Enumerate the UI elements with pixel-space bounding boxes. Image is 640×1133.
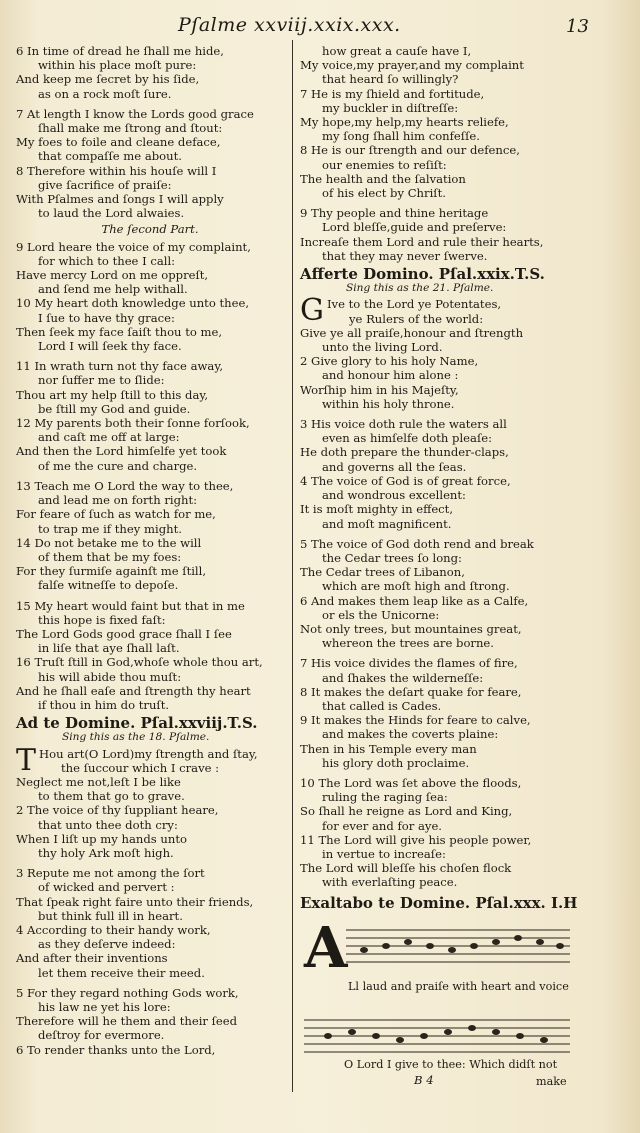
verse-line: I ſue to have thy grace: <box>38 310 175 325</box>
verse-line: And after their inventions <box>16 951 168 966</box>
verse-line: which are moſt high and ſtrong. <box>322 579 510 594</box>
verse-line: that unto thee doth cry: <box>38 817 178 832</box>
verse-line: and ſend me help withall. <box>38 282 188 297</box>
verse-line: For feare of ſuch as watch for me, <box>16 507 216 522</box>
verse-line: Have mercy Lord on me oppreſt, <box>16 268 209 283</box>
verse-line: with everlaſting peace. <box>322 875 458 890</box>
verse-line: of wicked and pervert : <box>38 880 175 895</box>
verse-line: and wondrous excellent: <box>322 488 466 503</box>
verse-line: 5 The voice of God doth rend and break <box>300 536 534 551</box>
verse-line: 8 It makes the deſart quake for feare, <box>300 684 522 699</box>
verse-line: unto the living Lord. <box>322 340 443 355</box>
verse-line: and moſt magnificent. <box>322 516 452 531</box>
verse-line: 15 My heart would faint but that in me <box>16 598 245 613</box>
verse-line: 5 For they regard nothing Gods work, <box>16 985 239 1000</box>
verse-line: within his place moſt pure: <box>38 58 197 73</box>
verse-line: the Cedar trees ſo long: <box>322 550 462 565</box>
verse-line: 3 Repute me not among the ſort <box>16 866 205 881</box>
verse-line: 9 Lord heare the voice of my complaint, <box>16 239 251 254</box>
verse-line: Then in his Temple every man <box>300 741 477 756</box>
verse-line: but think full ill in heart. <box>38 908 183 923</box>
verse-line: that called is Cades. <box>322 698 442 713</box>
verse-line: Neglect me not,leſt I be like <box>16 774 181 789</box>
verse-line: ſhall make me ſtrong and ſtout: <box>38 121 223 136</box>
verse-line: 11 The Lord will give his people power, <box>300 832 532 847</box>
verse-line: 14 Do not betake me to the will <box>16 535 202 550</box>
verse-line: Ive to the Lord ye Potentates, <box>326 297 502 312</box>
verse-line: that they may never ſwerve. <box>322 248 488 263</box>
verse-line: 3 His voice doth rule the waters all <box>300 417 507 432</box>
verse-line: 7 At length I know the Lords good grace <box>16 106 254 121</box>
verse-line: My hope,my help,my hearts reliefe, <box>300 115 509 130</box>
verse-line: to trap me if they might. <box>38 521 182 536</box>
right-column <box>300 44 578 912</box>
verse-line: The Cedar trees of Libanon, <box>300 565 465 580</box>
verse-line: for ever and for aye. <box>322 818 442 833</box>
verse-line: ye Rulers of the world: <box>348 311 484 326</box>
verse-line: within his holy throne. <box>322 396 455 411</box>
verse-line: thy holy Ark moſt high. <box>38 845 174 860</box>
verse-line: of me the cure and charge. <box>38 458 198 473</box>
verse-line: That ſpeak right faire unto their friends, <box>16 894 254 909</box>
verse-line: Lord bleſſe,guide and preſerve: <box>322 220 507 235</box>
verse-line: and makes the coverts plaine: <box>322 727 499 742</box>
tune-direction: Sing this as the 18. Pſalme. <box>62 731 210 744</box>
verse-line: and governs all the ſeas. <box>322 459 467 474</box>
verse-line: 10 My heart doth knowledge unto thee, <box>16 296 250 311</box>
verse-line: He doth prepare the thunder-claps, <box>300 445 509 460</box>
verse-line: of his elect by Chriſt. <box>322 186 446 201</box>
verse-line: 7 His voice divides the flames of fire, <box>300 656 518 671</box>
verse-line: Not only trees, but mountaines great, <box>300 621 522 636</box>
verse-line: With Pſalmes and ſongs I will apply <box>16 192 224 207</box>
psalm-heading: Ad te Domine. Pſal.xxviij.T.S. <box>16 714 258 733</box>
verse-line: give ſacrifice of praiſe: <box>38 177 172 192</box>
verse-line: in vertue to increaſe: <box>322 846 446 861</box>
verse-line: Therefore will he them and their ſeed <box>16 1014 238 1029</box>
verse-line: 12 My parents both their ſonne forſook, <box>16 416 250 431</box>
verse-line: in liſe that aye ſhall laſt. <box>38 641 180 656</box>
page-number: 13 <box>566 16 589 37</box>
verse-line: Lord I will ſeek thy face. <box>38 339 182 354</box>
verse-line: The Lord will bleſſe his choſen flock <box>300 861 512 876</box>
psalm-28-verses-6-8 <box>16 44 284 220</box>
verse-line: 6 And makes them leap like as a Calfe, <box>300 593 529 608</box>
drop-capital: G <box>300 293 324 329</box>
verse-line: 4 The voice of God is of great force, <box>300 473 511 488</box>
verse-line: his law ne yet his lore: <box>38 1000 171 1014</box>
verse-line: Then ſeek my face ſaiſt thou to me, <box>16 324 223 339</box>
verse-line: if thou in him do truſt. <box>38 697 170 712</box>
verse-line: The Lord Gods good grace ſhall I ſee <box>16 626 232 641</box>
verse-line: and ſhakes the wilderneſſe: <box>322 670 484 685</box>
verse-line: When I liſt up my hands unto <box>16 831 187 846</box>
verse-line: 6 In time of dread he ſhall me hide, <box>16 44 224 58</box>
running-head: Pſalme xxviij.xxix.xxx. <box>178 14 401 36</box>
verse-line: the ſuccour which I crave : <box>61 760 220 775</box>
verse-line: For they ſurmiſe againſt me ſtill, <box>16 564 207 579</box>
music-lyric-line: O Lord I give to thee: Which didſt not <box>344 1058 558 1071</box>
verse-line: Give ye all praiſe,honour and ſtrength <box>300 325 524 340</box>
verse-line: 4 According to their handy work, <box>16 922 211 937</box>
verse-line: that heard ſo willingly? <box>322 72 459 87</box>
verse-line: be ſtill my God and guide. <box>38 401 191 416</box>
verse-line: My voice,my prayer,and my complaint <box>300 58 524 73</box>
verse-line: And he ſhall eaſe and ſtrength thy heart <box>16 683 251 698</box>
verse-line: for which to thee I call: <box>38 253 176 268</box>
verse-line: 11 In wrath turn not thy face away, <box>16 359 224 374</box>
verse-line: 6 To render thanks unto the Lord, <box>16 1042 216 1057</box>
verse-line: this hope is fixed faſt: <box>38 612 166 627</box>
verse-line: My foes to foile and cleane deface, <box>16 135 221 150</box>
verse-line: 16 Truſt ſtill in God,whoſe whole thou art, <box>16 655 263 670</box>
verse-line: Thou art my help ſtill to this day, <box>16 387 209 402</box>
signature-mark: B 4 <box>414 1073 434 1087</box>
section-title-second-part: The ſecond Part. <box>101 222 199 237</box>
verse-line: 8 Therefore within his houſe will I <box>16 163 217 178</box>
verse-line: So ſhall he reigne as Lord and King, <box>300 804 513 819</box>
verse-line: his will abide thou muſt: <box>38 669 182 684</box>
verse-line: and lead me on forth right: <box>38 493 198 508</box>
catchword: make <box>536 1075 567 1088</box>
psalm-heading: Afferte Domino. Pſal.xxix.T.S. <box>300 265 545 284</box>
verse-line: and caſt me off at large: <box>38 430 180 445</box>
music-capital: A <box>304 915 348 981</box>
verse-line: And keep me ſecret by his ſide, <box>16 72 200 87</box>
psalm-29-verses <box>300 293 572 890</box>
verse-line: to laud the Lord alwaies. <box>38 206 185 221</box>
music-staff <box>346 924 570 968</box>
verse-line: that compaſſe me about. <box>38 149 182 164</box>
verse-line: or els the Unicorne: <box>322 607 440 622</box>
verse-line: his glory doth proclaime. <box>322 755 470 770</box>
verse-line: as on a rock moſt ſure. <box>38 86 172 101</box>
verse-line: to them that go to grave. <box>38 789 185 804</box>
verse-line: 7 He is my ſhield and fortitude, <box>300 86 485 101</box>
page-header <box>0 14 640 38</box>
verse-line: It is moſt mighty in effect, <box>300 502 454 517</box>
psalm-heading: Exaltabo te Domine. Pſal.xxx. I.H <box>300 893 578 912</box>
verse-line: The health and the ſalvation <box>300 171 466 186</box>
drop-capital: T <box>16 742 37 778</box>
verse-line: how great a cauſe have I, <box>322 44 472 58</box>
verse-line: 10 The Lord was ſet above the floods, <box>300 775 522 790</box>
verse-line: 2 Give glory to his holy Name, <box>300 354 479 369</box>
verse-line: 13 Teach me O Lord the way to thee, <box>16 478 234 493</box>
verse-line: whereon the trees are borne. <box>322 636 494 651</box>
music-lyric-line: Ll laud and praiſe with heart and voice <box>348 980 569 993</box>
psalm-verses <box>16 742 284 1057</box>
left-column <box>16 44 284 1057</box>
verse-line: And then the Lord himſelfe yet took <box>16 444 227 459</box>
verse-line: 2 The voice of thy ſuppliant heare, <box>16 803 219 818</box>
verse-line: my ſong ſhall him confeſſe. <box>322 129 480 144</box>
verse-line: falſe witneſſe to depoſe. <box>38 578 179 593</box>
psalm-verses-continued <box>300 44 572 263</box>
verse-line: deſtroy for evermore. <box>38 1028 165 1043</box>
verse-line: of them that be my foes: <box>38 549 182 564</box>
verse-line: nor ſuffer me to ſlide: <box>38 373 165 388</box>
music-notation <box>300 915 572 1088</box>
verse-line: ruling the raging ſea: <box>322 790 448 805</box>
verse-line: as they deſerve indeed: <box>38 937 176 952</box>
verse-line: Increaſe them Lord and rule their hearts, <box>300 234 544 249</box>
verse-line: 8 He is our ſtrength and our defence, <box>300 143 520 158</box>
verse-line: 9 It makes the Hinds for feare to calve, <box>300 713 531 728</box>
psalm-28-verses-9-16 <box>16 240 284 713</box>
music-staff <box>304 1014 570 1058</box>
verse-line: my buckler in diſtreſſe: <box>322 100 459 115</box>
verse-line: Hou art(O Lord)my ſtrength and ſtay, <box>39 746 258 761</box>
verse-line: our enemies to reſiſt: <box>322 157 447 172</box>
verse-line: and honour him alone : <box>322 368 459 383</box>
verse-line: let them receive their meed. <box>38 965 205 980</box>
verse-line: Worſhip him in his Majeſty, <box>300 382 459 397</box>
tune-direction: Sing this as the 21. Pſalme. <box>346 282 494 295</box>
verse-line: even as himſelfe doth pleaſe: <box>322 431 493 446</box>
verse-line: 9 Thy people and thine heritage <box>300 206 489 221</box>
column-rule <box>292 40 293 1092</box>
